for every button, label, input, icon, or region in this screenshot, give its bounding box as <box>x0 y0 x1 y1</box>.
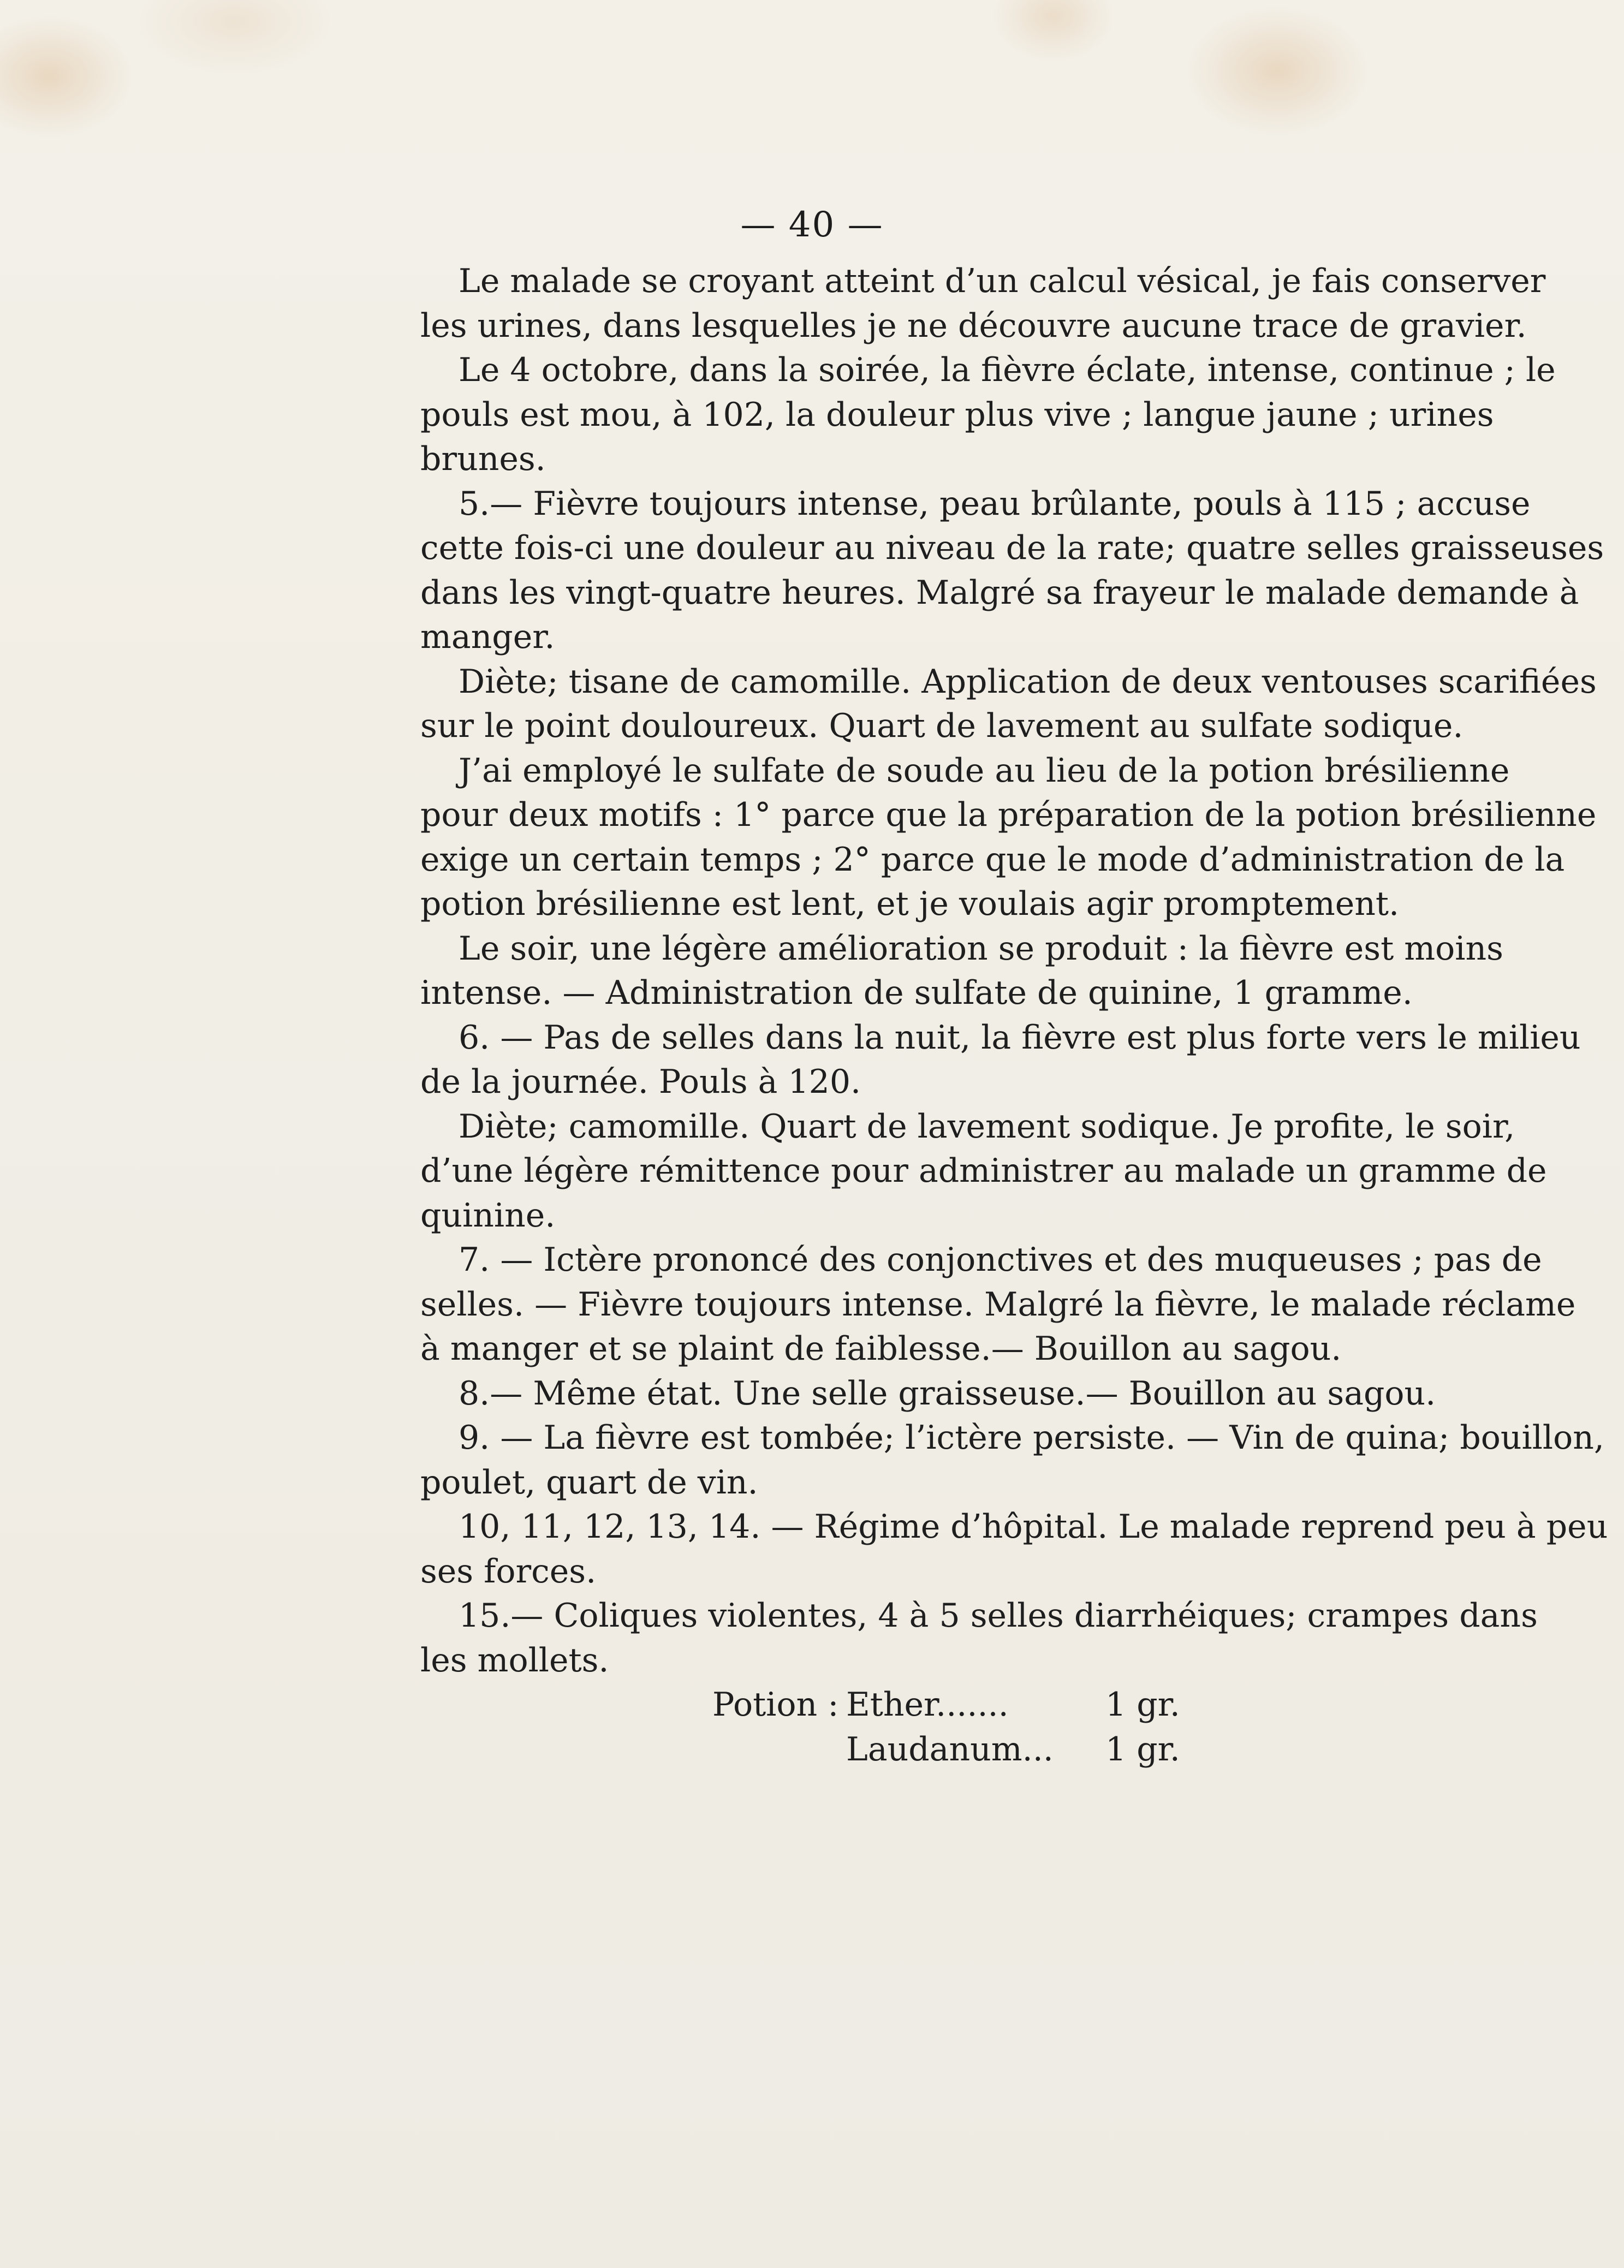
text-line: exige un certain temps ; 2° parce que le mode d’administration de la <box>420 840 1565 879</box>
text-line: Le malade se croyant atteint d’un calcul vésical, je fais conserver <box>459 262 1546 300</box>
text-line: dans les vingt-quatre heures. Malgré sa frayeur le malade demande à <box>420 573 1579 612</box>
text-line: 6. — Pas de selles dans la nuit, la fièvre est plus forte vers le milieu <box>459 1018 1581 1057</box>
prescription-row-1 <box>420 1683 1460 1728</box>
prescription-drug: Laudanum... <box>846 1730 1054 1769</box>
text-line: pouls est mou, à 102, la douleur plus vive ; langue jaune ; urines <box>420 395 1494 434</box>
text-line: pour deux motifs : 1° parce que la préparation de la potion brésilienne <box>420 796 1597 834</box>
text-line: 9. — La fièvre est tombée; l’ictère persiste. — Vin de quina; bouillon, <box>459 1419 1604 1457</box>
text-line: brunes. <box>420 440 546 478</box>
text-line: quinine. <box>420 1196 556 1235</box>
paragraph-lines <box>420 259 1608 1683</box>
text-line: selles. — Fièvre toujours intense. Malgré la fièvre, le malade réclame <box>420 1285 1576 1324</box>
text-line: 5.— Fièvre toujours intense, peau brûlante, pouls à 115 ; accuse <box>459 484 1531 523</box>
prescription-dose: 1 gr. <box>1105 1686 1180 1724</box>
text-line: Le soir, une légère amélioration se produit : la fièvre est moins <box>459 929 1503 968</box>
text-line: 7. — Ictère prononcé des conjonctives et des muqueuses ; pas de <box>459 1241 1542 1279</box>
text-line: Le 4 octobre, dans la soirée, la fièvre éclate, intense, continue ; le <box>459 351 1556 389</box>
text-line: intense. — Administration de sulfate de quinine, 1 gramme. <box>420 974 1413 1012</box>
prescription-row-2 <box>420 1728 1460 1772</box>
text-line: J’ai employé le sulfate de soude au lieu de la potion brésilienne <box>459 751 1510 790</box>
text-line: Diète; tisane de camomille. Application de deux ventouses scarifiées <box>459 662 1597 701</box>
text-line: manger. <box>420 618 555 656</box>
text-line: 8.— Même état. Une selle graisseuse.— Bouillon au sagou. <box>459 1374 1436 1413</box>
page-number: — 40 — <box>740 205 884 245</box>
prescription-dose: 1 gr. <box>1105 1730 1180 1769</box>
text-line: les mollets. <box>420 1641 609 1680</box>
text-line: 15.— Coliques violentes, 4 à 5 selles diarrhéiques; crampes dans <box>459 1597 1538 1635</box>
body-text <box>420 259 1608 1772</box>
text-line: les urines, dans lesquelles je ne découvre aucune trace de gravier. <box>420 306 1527 345</box>
text-line: Diète; camomille. Quart de lavement sodique. Je profite, le soir, <box>459 1107 1515 1146</box>
text-line: ses forces. <box>420 1552 597 1591</box>
text-line: à manger et se plaint de faiblesse.— Bouillon au sagou. <box>420 1330 1342 1368</box>
prescription-drug: Ether....... <box>846 1686 1009 1724</box>
prescription-label: Potion : <box>712 1686 839 1724</box>
text-line: de la journée. Pouls à 120. <box>420 1063 861 1101</box>
text-line: poulet, quart de vin. <box>420 1463 758 1502</box>
text-line: cette fois-ci une douleur au niveau de la rate; quatre selles graisseuses <box>420 529 1604 567</box>
text-line: d’une légère rémittence pour administrer au malade un gramme de <box>420 1152 1547 1190</box>
text-line: sur le point douloureux. Quart de lavement au sulfate sodique. <box>420 707 1464 745</box>
text-line: potion brésilienne est lent, et je voulais agir promptement. <box>420 885 1400 923</box>
text-line: 10, 11, 12, 13, 14. — Régime d’hôpital. Le malade reprend peu à peu <box>459 1508 1608 1546</box>
